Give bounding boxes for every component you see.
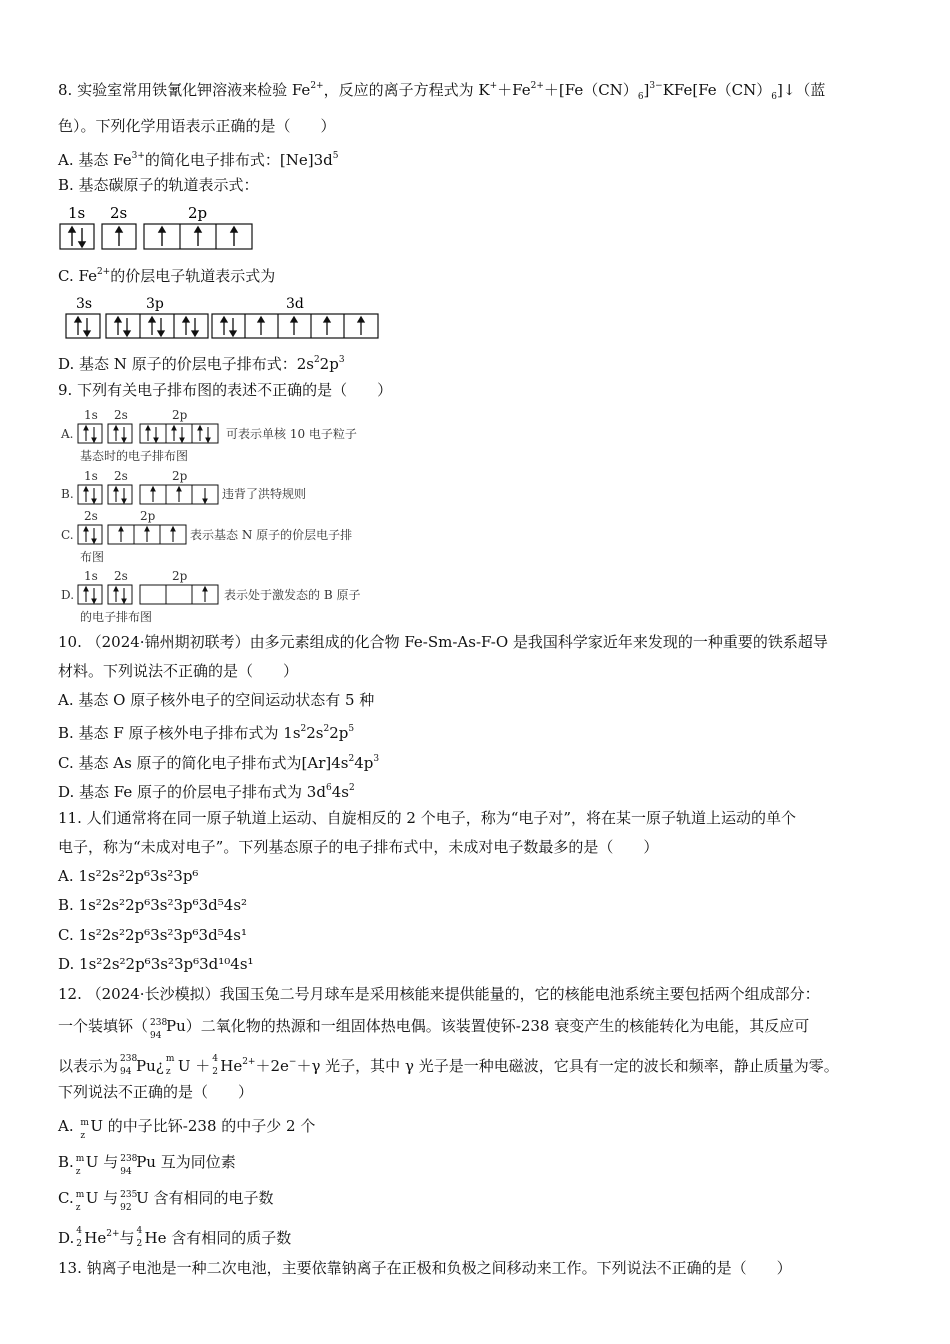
q11-stem-line2: 电子，称为“未成对电子”。下列基态原子的电子排布式中，未成对电子数最多的是（ ）: [58, 838, 659, 856]
svg-text:2p: 2p: [140, 509, 156, 523]
q11-option-d: D. 1s²2s²2p⁶3s²3p⁶3d¹⁰4s¹: [58, 955, 254, 973]
q8-option-c: C. $Fe^{2+}$的价层电子轨道表示式为: [58, 267, 276, 285]
svg-text:1s: 1s: [84, 408, 98, 422]
q11-option-b: B. 1s²2s²2p⁶3s²3p⁶3d⁵4s²: [58, 896, 248, 914]
q9-a-label: A.: [61, 427, 74, 441]
q8-option-b: B. 基态碳原子的轨道表示式：: [58, 176, 259, 194]
q11-stem-line1: 11. 人们通常将在同一原子轨道上运动、自旋相反的 2 个电子，称为“电子对”，将在某一原子轨道上运动的单个: [58, 809, 797, 827]
svg-text:2p: 2p: [172, 408, 188, 422]
q9-stem: 9. 下列有关电子排布图的表述不正确的是（ ）: [58, 381, 393, 399]
q9-d-text2: 的电子排布图: [80, 610, 153, 624]
q10-option-b: B. 基态 F 原子核外电子排布式为 $1s^22s^22p^5$: [58, 724, 355, 742]
label-2p: 2p: [188, 204, 208, 222]
q11-option-a: A. 1s²2s²2p⁶3s²3p⁶: [58, 867, 199, 885]
q9-option-diagrams: [58, 404, 418, 626]
q9-a-text2: 基态时的电子排布图: [80, 449, 189, 463]
svg-text:2p: 2p: [172, 469, 188, 483]
q8-option-d: D. 基态 N 原子的价层电子排布式：$2s^22p^3$: [58, 355, 345, 373]
q12-option-a: A. m z U 的中子比钚-238 的中子少 2 个: [58, 1117, 316, 1141]
q12-option-c: C. m z U 与 235 92 U 含有相同的电子数: [58, 1189, 274, 1213]
svg-text:1s: 1s: [84, 469, 98, 483]
q9-c-text2: 布图: [80, 550, 105, 564]
q10-option-a: A. 基态 O 原子核外电子的空间运动状态有 5 种: [58, 691, 375, 709]
q8-option-a: A. 基态 $Fe^{3+}$的简化电子排布式：$[Ne]3d^5$: [58, 151, 339, 169]
q12-stem-line2: 一个装填钚（ 238 94 Pu）二氧化物的热源和一组固体热电偶。该装置使钚-238 衰变产生的核能转化为电能，其反应可: [58, 1017, 810, 1041]
q10-stem-line2: 材料。下列说法不正确的是（ ）: [58, 662, 299, 680]
label-3s: 3s: [76, 296, 93, 312]
svg-text:2s: 2s: [84, 509, 98, 523]
label-3p: 3p: [146, 296, 164, 312]
q12-stem-line3: 以表示为 238 94 Pu¿ m z U ＋ 4 2 $He^{2+}+2e^-+\gamma$ 光子，其中 γ 光子是一种电磁波，它具有一定的波长和频率，静止质量为零。: [58, 1054, 839, 1077]
svg-text:2p: 2p: [172, 569, 188, 583]
q12-stem-line1: 12. （2024·长沙模拟）我国玉兔二号月球车是采用核能来提供能量的，它的核能电池系统主要包括两个组成部分：: [58, 985, 820, 1003]
q10-option-c: C. 基态 As 原子的简化电子排布式为$[Ar]4s^24p^3$: [58, 754, 380, 772]
q9-b-label: B.: [61, 487, 74, 501]
q9-c-text: 表示基态 N 原子的价层电子排: [190, 528, 353, 542]
label-1s: 1s: [68, 204, 86, 222]
svg-text:2s: 2s: [114, 408, 128, 422]
q10-stem-line1: 10. （2024·锦州期初联考）由多元素组成的化合物 Fe-Sm-As-F-O 是我国科学家近年来发现的一种重要的铁系超导: [58, 633, 828, 651]
q8-stem-line1: 8. 实验室常用铁氰化钾溶液来检验 $Fe^{2+}$，反应的离子方程式为 $K^++Fe^{2+}+[Fe(CN)_6]^{3-}KFe[Fe(CN)_6]↓$（蓝: [58, 81, 826, 102]
q9-d-text: 表示处于激发态的 B 原子: [224, 588, 361, 602]
q8-orbital-diagram-b: [58, 200, 258, 254]
q10-option-d: D. 基态 Fe 原子的价层电子排布式为 $3d^64s^2$: [58, 783, 355, 801]
q12-stem-line4: 下列说法不正确的是（ ）: [58, 1083, 254, 1101]
q11-option-c: C. 1s²2s²2p⁶3s²3p⁶3d⁵4s¹: [58, 926, 247, 944]
q8-stem-line2: 色）。下列化学用语表示正确的是（ ）: [58, 117, 336, 135]
q12-option-b: B. m z U 与 238 94 Pu 互为同位素: [58, 1153, 236, 1177]
q9-b-text: 违背了洪特规则: [222, 487, 307, 501]
q9-a-text: 可表示单核 10 电子粒子: [226, 427, 357, 441]
svg-text:2s: 2s: [114, 469, 128, 483]
label-2s: 2s: [110, 204, 128, 222]
svg-text:2s: 2s: [114, 569, 128, 583]
q8-orbital-diagram-c: [64, 292, 384, 340]
q9-c-label: C.: [61, 528, 74, 542]
q12-option-d: D. 4 2 $He^{2+}$与 4 2 He 含有相同的质子数: [58, 1226, 292, 1249]
svg-text:1s: 1s: [84, 569, 98, 583]
q9-d-label: D.: [61, 588, 75, 602]
q13-stem: 13. 钠离子电池是一种二次电池，主要依靠钠离子在正极和负极之间移动来工作。下列说法不正确的是（ ）: [58, 1259, 792, 1277]
label-3d: 3d: [286, 296, 304, 312]
